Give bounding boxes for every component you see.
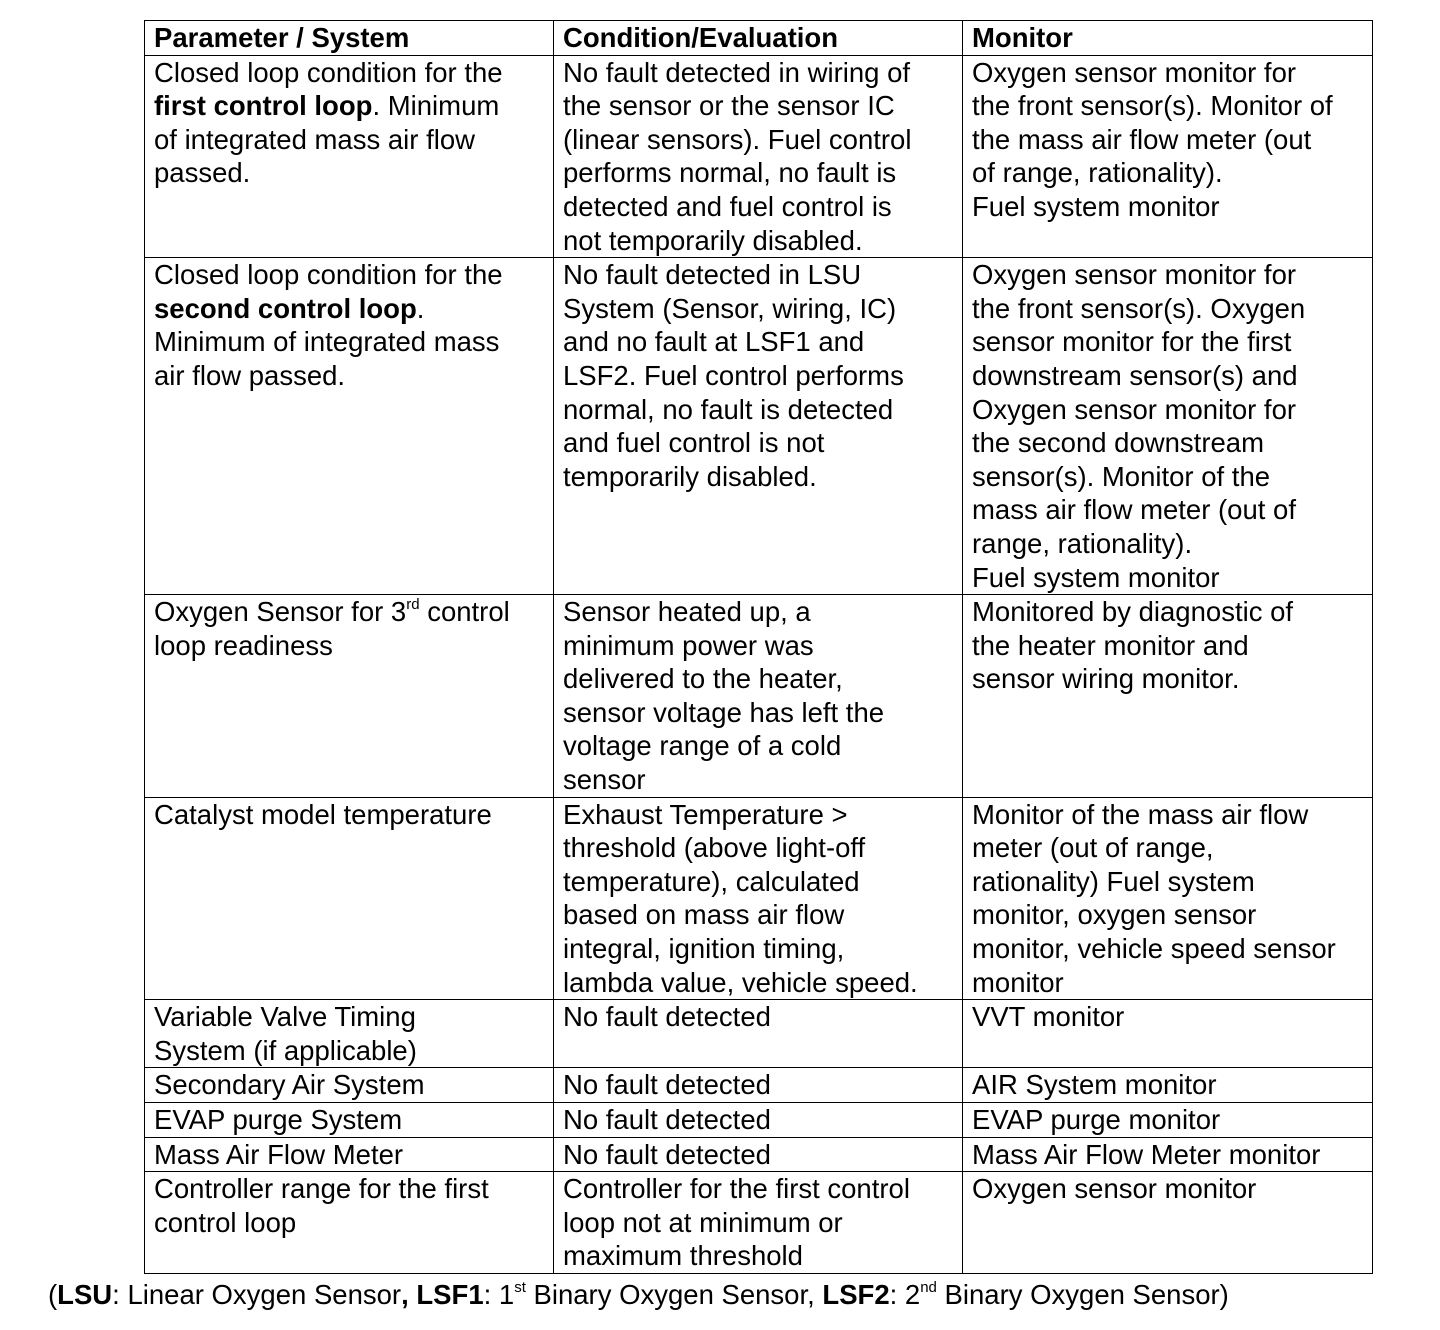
monitor-line: the front sensor(s). Monitor of bbox=[972, 90, 1333, 122]
text-segment: Closed loop condition for the bbox=[154, 56, 503, 88]
condition-cell bbox=[554, 1172, 963, 1274]
parameter-cell bbox=[145, 797, 554, 1000]
condition-line: detected and fuel control is bbox=[563, 190, 892, 222]
monitor-line: Oxygen sensor monitor bbox=[972, 1173, 1257, 1205]
monitor-line: monitor bbox=[972, 966, 1064, 998]
monitor-cell bbox=[963, 1172, 1373, 1274]
monitor-cell bbox=[963, 595, 1373, 798]
condition-cell bbox=[554, 1000, 963, 1068]
monitor-cell bbox=[963, 1000, 1373, 1068]
monitor-line: rationality) Fuel system bbox=[972, 865, 1255, 897]
header-monitor: Monitor bbox=[963, 21, 1373, 56]
parameter-line bbox=[154, 1138, 547, 1172]
text-segment: : 1 bbox=[483, 1279, 515, 1310]
bold-text-segment: second control loop bbox=[154, 292, 417, 324]
monitor-line: sensor(s). Monitor of the bbox=[972, 460, 1271, 492]
monitor-cell bbox=[963, 1137, 1373, 1172]
monitor-line: Oxygen sensor monitor for bbox=[972, 56, 1297, 88]
bold-text-segment: LSF2 bbox=[822, 1279, 890, 1310]
condition-cell bbox=[554, 797, 963, 1000]
condition-line: threshold (above light-off bbox=[563, 832, 866, 864]
monitor-line: downstream sensor(s) and bbox=[972, 359, 1298, 391]
text-segment: loop readiness bbox=[154, 629, 333, 661]
parameter-line bbox=[154, 359, 547, 393]
monitor-cell bbox=[963, 1068, 1373, 1103]
condition-line: lambda value, vehicle speed. bbox=[563, 966, 918, 998]
table-row bbox=[145, 797, 1373, 1000]
text-segment: passed. bbox=[154, 157, 251, 189]
condition-line: based on mass air flow bbox=[563, 899, 845, 931]
condition-line: the sensor or the sensor IC bbox=[563, 90, 895, 122]
monitor-cell bbox=[963, 55, 1373, 258]
monitor-line: sensor wiring monitor. bbox=[972, 663, 1240, 695]
condition-line: (linear sensors). Fuel control bbox=[563, 123, 912, 155]
monitor-conditions-table bbox=[144, 20, 1373, 1274]
table-header-row bbox=[145, 21, 1373, 56]
text-segment: Mass Air Flow Meter bbox=[154, 1138, 404, 1170]
text-segment: control loop bbox=[154, 1206, 297, 1238]
superscript-text: st bbox=[514, 1279, 526, 1296]
text-segment: control bbox=[419, 596, 510, 628]
text-segment: Secondary Air System bbox=[154, 1069, 425, 1101]
condition-line: temporarily disabled. bbox=[563, 460, 817, 492]
condition-line: and no fault at LSF1 and bbox=[563, 326, 865, 358]
condition-line: Controller for the first control bbox=[563, 1173, 910, 1205]
parameter-line bbox=[154, 258, 547, 292]
table-row bbox=[145, 258, 1373, 595]
condition-line: No fault detected bbox=[563, 1104, 771, 1135]
parameter-line bbox=[154, 1068, 547, 1102]
condition-line: LSF2. Fuel control performs bbox=[563, 359, 904, 391]
monitor-line: VVT monitor bbox=[972, 1001, 1125, 1033]
bold-text-segment: , LSF1 bbox=[401, 1279, 484, 1310]
parameter-line bbox=[154, 629, 547, 663]
parameter-line bbox=[154, 1034, 547, 1068]
parameter-cell bbox=[145, 1103, 554, 1138]
monitor-cell bbox=[963, 258, 1373, 595]
text-segment: Binary Oxygen Sensor, bbox=[525, 1279, 823, 1310]
condition-line: normal, no fault is detected bbox=[563, 393, 894, 425]
monitor-line: Mass Air Flow Meter monitor bbox=[972, 1138, 1321, 1170]
condition-cell bbox=[554, 1137, 963, 1172]
condition-line: System (Sensor, wiring, IC) bbox=[563, 292, 897, 324]
parameter-line bbox=[154, 292, 547, 326]
condition-cell bbox=[554, 595, 963, 798]
table-body bbox=[145, 55, 1373, 1273]
parameter-cell bbox=[145, 1000, 554, 1068]
condition-cell bbox=[554, 1103, 963, 1138]
text-segment: Closed loop condition for the bbox=[154, 259, 503, 291]
text-segment: Variable Valve Timing bbox=[154, 1001, 416, 1033]
bold-text-segment: LSU bbox=[57, 1279, 113, 1310]
parameter-cell bbox=[145, 1172, 554, 1274]
monitor-line: Fuel system monitor bbox=[972, 190, 1220, 222]
table-row bbox=[145, 595, 1373, 798]
condition-line: No fault detected bbox=[563, 1138, 771, 1170]
monitor-line: the heater monitor and bbox=[972, 629, 1249, 661]
table-row bbox=[145, 1103, 1373, 1138]
text-segment: of integrated mass air flow bbox=[154, 123, 475, 155]
text-segment: Binary Oxygen Sensor) bbox=[936, 1279, 1229, 1310]
bold-text-segment: first control loop bbox=[154, 90, 373, 122]
monitor-line: Monitor of the mass air flow bbox=[972, 798, 1309, 830]
condition-line: maximum threshold bbox=[563, 1240, 803, 1272]
monitor-line: EVAP purge monitor bbox=[972, 1104, 1221, 1135]
monitor-line: AIR System monitor bbox=[972, 1069, 1217, 1101]
monitor-line: of range, rationality). bbox=[972, 157, 1223, 189]
table-row bbox=[145, 1068, 1373, 1103]
condition-line: sensor bbox=[563, 764, 646, 796]
text-segment: . bbox=[416, 292, 425, 324]
monitor-line: mass air flow meter (out of bbox=[972, 494, 1296, 526]
condition-line: Sensor heated up, a bbox=[563, 596, 811, 628]
parameter-line bbox=[154, 1000, 547, 1034]
monitor-line: monitor, oxygen sensor bbox=[972, 899, 1257, 931]
parameter-cell bbox=[145, 595, 554, 798]
text-segment: Catalyst model temperature bbox=[154, 798, 492, 830]
text-segment: Controller range for the first bbox=[154, 1173, 489, 1205]
monitor-line: monitor, vehicle speed sensor bbox=[972, 933, 1336, 965]
monitor-line: Fuel system monitor bbox=[972, 561, 1220, 593]
condition-line: Exhaust Temperature > bbox=[563, 798, 848, 830]
header-condition-evaluation: Condition/Evaluation bbox=[554, 21, 963, 56]
condition-line: delivered to the heater, bbox=[563, 663, 843, 695]
parameter-cell bbox=[145, 55, 554, 258]
condition-line: No fault detected bbox=[563, 1069, 771, 1101]
condition-line: No fault detected bbox=[563, 1001, 771, 1033]
condition-line: No fault detected in LSU bbox=[563, 259, 862, 291]
superscript-text: nd bbox=[920, 1279, 937, 1296]
monitor-line: meter (out of range, bbox=[972, 832, 1214, 864]
table-row bbox=[145, 55, 1373, 258]
condition-line: and fuel control is not bbox=[563, 427, 825, 459]
table-row bbox=[145, 1000, 1373, 1068]
text-segment: . Minimum bbox=[372, 90, 500, 122]
parameter-line bbox=[154, 1206, 547, 1240]
parameter-line bbox=[154, 325, 547, 359]
table-row bbox=[145, 1172, 1373, 1274]
text-segment: EVAP purge System bbox=[154, 1104, 403, 1135]
condition-line: minimum power was bbox=[563, 629, 814, 661]
monitor-line: the mass air flow meter (out bbox=[972, 123, 1312, 155]
condition-line: voltage range of a cold bbox=[563, 730, 842, 762]
parameter-line bbox=[154, 123, 547, 157]
parameter-cell bbox=[145, 258, 554, 595]
parameter-cell bbox=[145, 1068, 554, 1103]
condition-line: performs normal, no fault is bbox=[563, 157, 897, 189]
text-segment: Minimum of integrated mass bbox=[154, 326, 500, 358]
condition-cell bbox=[554, 55, 963, 258]
condition-cell bbox=[554, 1068, 963, 1103]
monitor-line: the second downstream bbox=[972, 427, 1264, 459]
table-row bbox=[145, 1137, 1373, 1172]
monitor-line: Oxygen sensor monitor for bbox=[972, 393, 1297, 425]
condition-line: loop not at minimum or bbox=[563, 1206, 843, 1238]
monitor-line: range, rationality). bbox=[972, 527, 1193, 559]
parameter-line bbox=[154, 798, 547, 832]
condition-cell bbox=[554, 258, 963, 595]
condition-line: temperature), calculated bbox=[563, 865, 860, 897]
text-segment: : Linear Oxygen Sensor bbox=[112, 1279, 402, 1310]
condition-line: integral, ignition timing, bbox=[563, 933, 845, 965]
condition-line: sensor voltage has left the bbox=[563, 696, 885, 728]
text-segment: ( bbox=[48, 1279, 58, 1310]
monitor-line: the front sensor(s). Oxygen bbox=[972, 292, 1306, 324]
text-segment: System (if applicable) bbox=[154, 1034, 417, 1066]
text-segment: Oxygen Sensor for 3 bbox=[154, 596, 407, 628]
parameter-line bbox=[154, 156, 547, 190]
parameter-line bbox=[154, 1172, 547, 1206]
abbreviation-footnote bbox=[48, 1278, 1229, 1312]
parameter-line bbox=[154, 595, 547, 629]
monitor-cell bbox=[963, 797, 1373, 1000]
monitor-line: Monitored by diagnostic of bbox=[972, 596, 1294, 628]
monitor-line: Oxygen sensor monitor for bbox=[972, 259, 1297, 291]
condition-line: No fault detected in wiring of bbox=[563, 56, 910, 88]
parameter-cell bbox=[145, 1137, 554, 1172]
parameter-line bbox=[154, 1103, 547, 1137]
condition-line: not temporarily disabled. bbox=[563, 224, 863, 256]
monitor-line: sensor monitor for the first bbox=[972, 326, 1292, 358]
parameter-line bbox=[154, 89, 547, 123]
text-segment: : 2 bbox=[889, 1279, 921, 1310]
text-segment: air flow passed. bbox=[154, 359, 346, 391]
monitor-cell bbox=[963, 1103, 1373, 1138]
parameter-line bbox=[154, 56, 547, 90]
header-parameter-system: Parameter / System bbox=[145, 21, 554, 56]
superscript-text: rd bbox=[406, 596, 420, 614]
